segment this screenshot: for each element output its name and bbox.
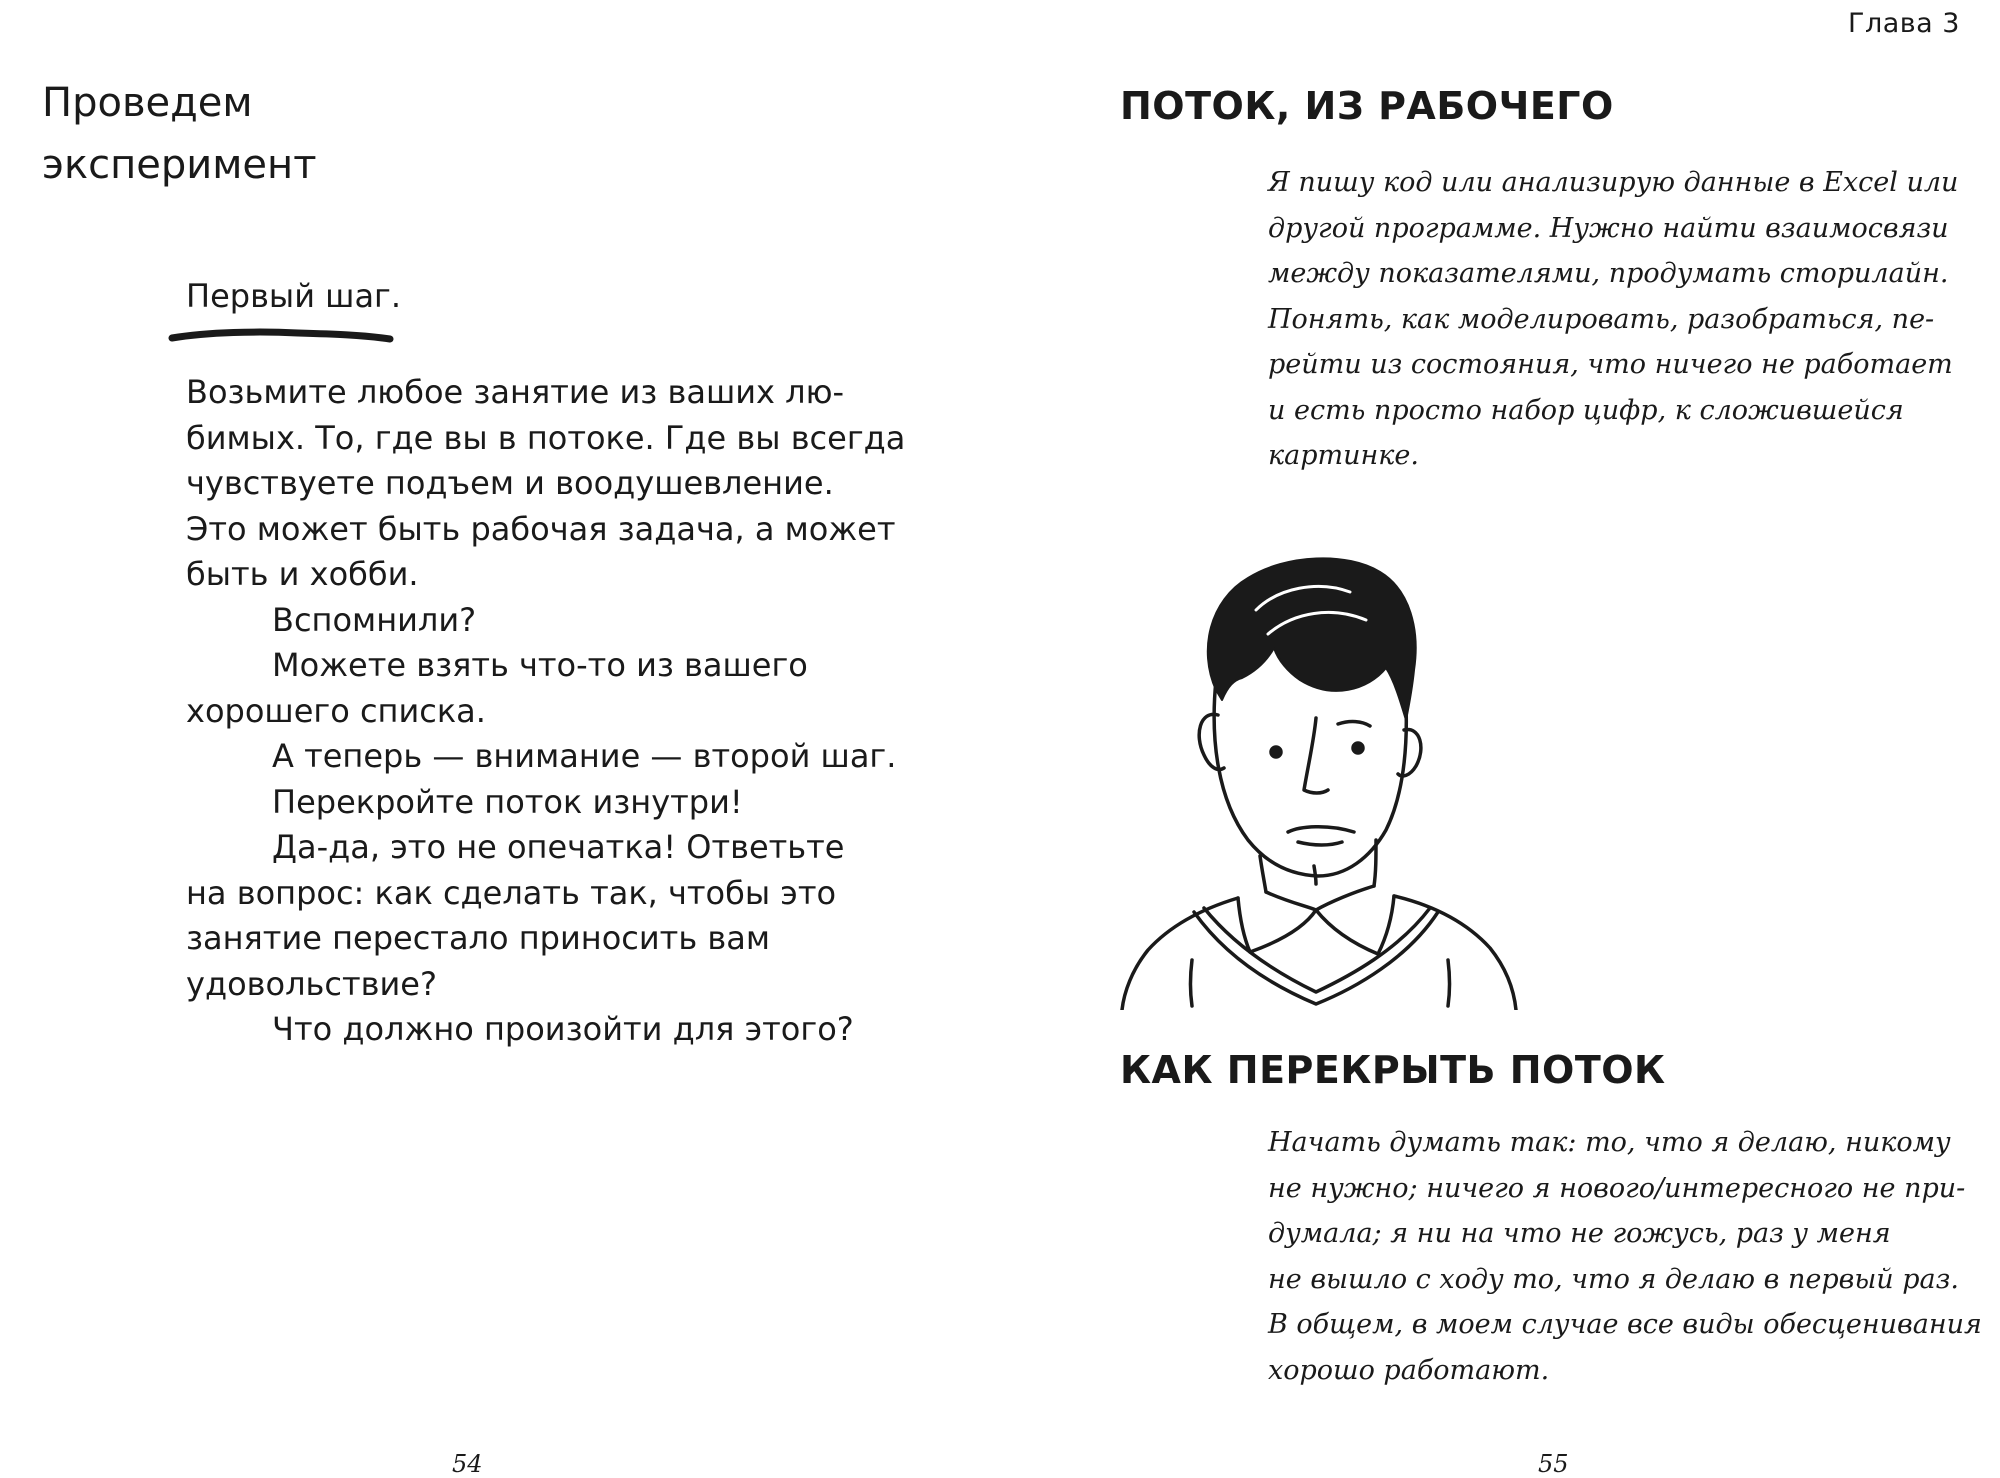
- section-title-line-1: Проведем: [42, 80, 253, 126]
- quote-line: картинке.: [1268, 440, 1419, 471]
- quote-line: между показателями, продумать сторилайн.: [1268, 258, 1949, 289]
- running-header: Глава 3: [1848, 8, 1960, 39]
- body-line: на вопрос: как сделать так, чтобы это: [186, 873, 837, 912]
- page-number-right: 55: [1538, 1450, 1569, 1478]
- quote-line: не нужно; ничего я нового/интересного не при-: [1268, 1172, 1966, 1204]
- quote-work-flow: [1268, 160, 1968, 479]
- quote-block-flow: [1268, 1120, 1982, 1393]
- quote-line: Начать думать так: то, что я делаю, никому: [1268, 1127, 1951, 1158]
- section-title-line-2: эксперимент: [42, 142, 317, 188]
- body-line: хорошего списка.: [186, 691, 486, 730]
- quote-line: хорошо работают.: [1268, 1354, 1550, 1386]
- body-line: А теперь — внимание — второй шаг.: [272, 737, 897, 775]
- step-label: Первый шаг.: [186, 277, 402, 315]
- body-line: Перекройте поток изнутри!: [272, 782, 743, 821]
- quote-line: и есть просто набор цифр, к сложившейся: [1268, 394, 1904, 426]
- body-line: Это может быть рабочая задача, а может: [186, 509, 896, 548]
- quote-line: рейти из состояния, что ничего не работает: [1268, 349, 1953, 380]
- heading-how-to-block-flow: КАК ПЕРЕКРЫТЬ ПОТОК: [1120, 1048, 1666, 1092]
- right-page: [1000, 0, 2000, 1478]
- quote-line: Понять, как моделировать, разобраться, пе-: [1268, 303, 1935, 335]
- quote-line: В общем, в моем случае все виды обесценивания: [1268, 1309, 1982, 1340]
- body-line: Вспомнили?: [272, 600, 477, 639]
- body-line: быть и хобби.: [186, 555, 419, 593]
- quote-line: не вышло с ходу то, что я делаю в первый раз.: [1268, 1263, 1959, 1295]
- body-line: Да-да, это не опечатка! Ответьте: [272, 828, 845, 866]
- body-line: бимых. То, где вы в потоке. Где вы всегда: [186, 418, 906, 457]
- quote-line: Я пишу код или анализирую данные в Excel или: [1268, 167, 1959, 198]
- body-text: [186, 370, 926, 1053]
- body-line: занятие перестало приносить вам: [186, 919, 770, 957]
- heading-flow-from-work: ПОТОК, ИЗ РАБОЧЕГО: [1120, 84, 1614, 128]
- body-line: удовольствие?: [186, 964, 437, 1003]
- body-line: Можете взять что-то из вашего: [272, 646, 808, 684]
- body-line: Что должно произойти для этого?: [272, 1010, 854, 1048]
- body-line: Возьмите любое занятие из ваших лю-: [186, 373, 845, 411]
- man-portrait-icon: [1118, 540, 1518, 1010]
- body-line: чувствуете подъем и воодушевление.: [186, 464, 834, 502]
- brush-underline-icon: [168, 326, 394, 346]
- quote-line: думала; я ни на что не гожусь, раз у меня: [1268, 1218, 1891, 1249]
- section-title: [42, 72, 317, 196]
- quote-line: другой программе. Нужно найти взаимосвязи: [1268, 212, 1949, 244]
- page-number-left: 54: [452, 1450, 483, 1478]
